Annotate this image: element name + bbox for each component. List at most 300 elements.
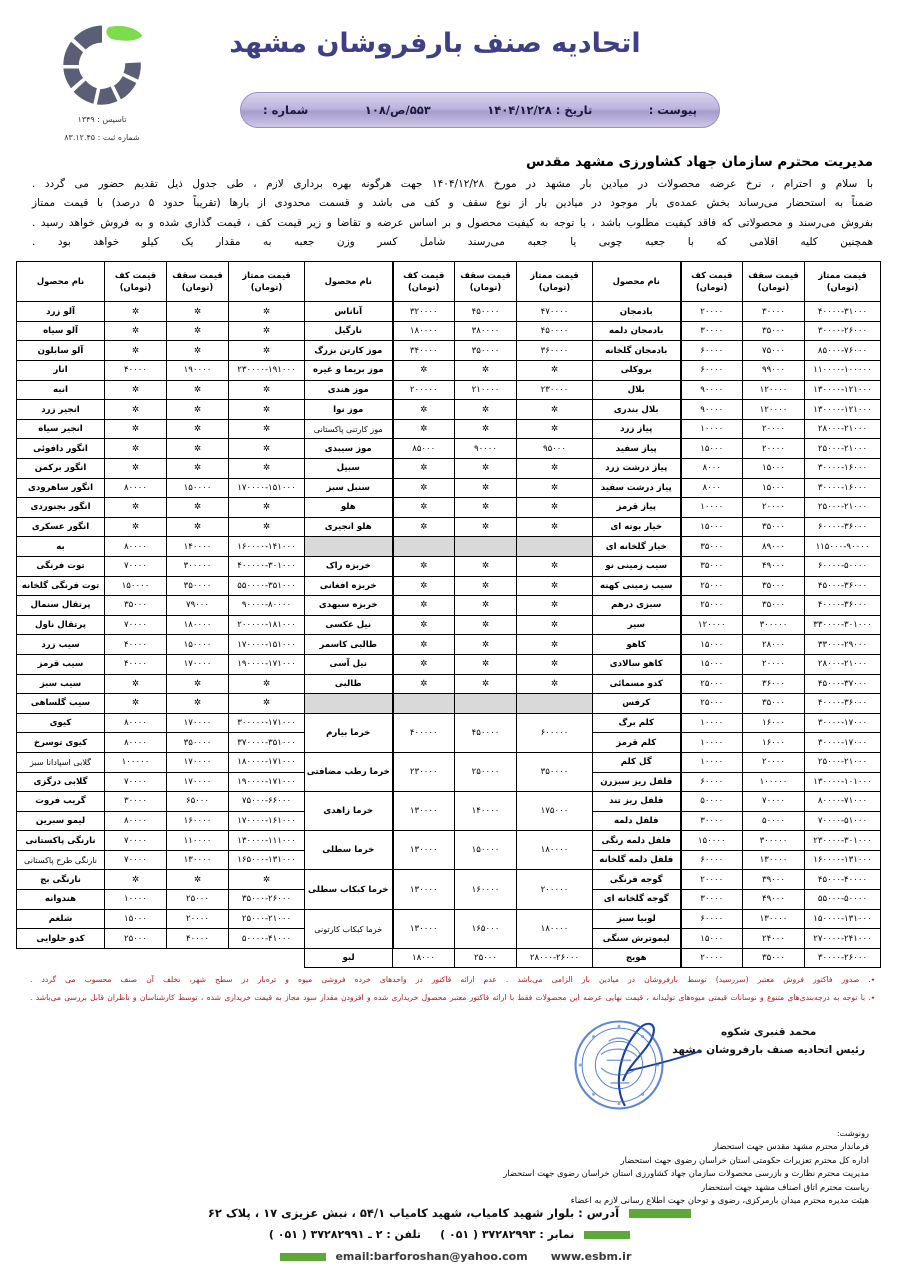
cell-ceiling-price: ✲ [455,361,517,381]
cell-ceiling-price: ✲ [455,517,517,537]
distribution-item: مدیریت محترم نظارت و بازرسی محصولات سازمان جهاد کشاورزی استان خراسان رضوی جهت استحضار [503,1168,869,1179]
distribution-title: رونوشت: [836,1128,869,1138]
cell-premium-price: ۲۰۰۰۰۰-۱۸۱۰۰۰ [229,615,305,635]
cell-ceiling-price: ۳۰۰۰۰۰ [743,615,805,635]
cell-floor-price: ۱۵۰۰۰۰ [105,576,167,596]
cell-premium-price: ۲۳۰۰۰۰-۱۹۱۰۰۰ [229,361,305,381]
table-row [17,831,881,851]
cell-floor-price: ۳۰۰۰۰ [105,792,167,812]
cell-ceiling-price: ۱۶۰۰۰ [743,713,805,733]
table-row [17,400,881,420]
cell-floor-price: ✲ [105,380,167,400]
table-row [17,948,881,968]
cell-product-name: کدو حلوایی [17,929,105,949]
table-row [17,321,881,341]
cell-floor-price: ۷۰۰۰۰ [105,850,167,870]
cell-product-name: فلفل دلمه گلخانه [593,850,681,870]
cell-premium-price: ✲ [517,654,593,674]
cell-premium-price: ✲ [517,517,593,537]
cell-floor-price: ۱۳۰۰۰۰ [393,909,455,948]
cell-ceiling-price: ۲۰۰۰۰ [743,498,805,518]
cell-ceiling-price: ۳۵۰۰۰ [743,948,805,968]
cell-premium-price: ۲۵۰۰۰-۲۱۰۰۰ [229,909,305,929]
cell-floor-price: ✲ [393,361,455,381]
cell-premium-price: ۲۷۰۰۰۰-۲۴۱۰۰۰ [805,929,881,949]
table-cell-empty [455,694,517,714]
cell-ceiling-price: ۳۵۰۰۰ [743,576,805,596]
th-floor-right: قیمت کف (تومان) [105,262,167,302]
cell-floor-price: ۴۰۰۰۰ [105,361,167,381]
cell-product-name: سبیل [305,459,393,479]
table-row [17,341,881,361]
cell-ceiling-price: ۱۵۰۰۰ [743,459,805,479]
cell-floor-price: ✲ [105,439,167,459]
cell-floor-price: ✲ [393,498,455,518]
cell-ceiling-price: ✲ [167,517,229,537]
cell-product-name: خرما کبکاب کارتونی [305,909,393,948]
cell-ceiling-price: ✲ [455,459,517,479]
cell-ceiling-price: ۱۶۰۰۰ [743,733,805,753]
date-value: ۱۴۰۴/۱۲/۲۸ [487,103,552,117]
cell-premium-price: ۹۰۰۰۰-۸۰۰۰۰ [229,596,305,616]
cell-floor-price: ۲۳۰۰۰۰ [393,752,455,791]
cell-ceiling-price: ✲ [167,400,229,420]
cell-floor-price: ۲۵۰۰۰ [681,674,743,694]
cell-floor-price: ۱۳۰۰۰۰ [393,831,455,870]
note-2: ٭. با توجه به درجه‌بندی‌های متنوع و نوسانات قیمتی میوه‌های تولیدانه ، قیمت نهایی عرضه این محصولات فقط با ارائه فاکتور معتبر محصول خریداری شده و افزودن مقدار سود مجاز به قیمت خریداری شده ، توسط کارشناسان و ناظران قابل بررسی می‌باشد . [30,992,875,1002]
cell-ceiling-price: ۳۵۰۰۰۰ [167,733,229,753]
cell-product-name: انجیر سیاه [17,419,105,439]
cell-product-name: طالبی [305,674,393,694]
cell-premium-price: ۱۷۰۰۰۰-۱۵۱۰۰۰ [229,478,305,498]
cell-floor-price: ۶۰۰۰۰ [681,341,743,361]
cell-floor-price: ۱۰۰۰۰۰ [105,752,167,772]
cell-premium-price: ✲ [517,596,593,616]
cell-ceiling-price: ✲ [167,419,229,439]
number-value-field: ۵۵۳/ص/۱۰۸ [364,103,431,117]
cell-ceiling-price: ۲۵۰۰۰ [167,890,229,910]
price-table-body [17,302,881,968]
cell-premium-price: ✲ [517,615,593,635]
intro-line-4: همچنین کلیه اقلامی که با جعبه چوبی یا جعبه می‌رسند شامل کسر وزن جعبه به مقدار یک کیلو خواهد بود . [32,235,873,248]
cell-ceiling-price: ۱۷۰۰۰۰ [167,752,229,772]
table-row [17,498,881,518]
cell-floor-price: ۳۴۰۰۰۰ [393,341,455,361]
cell-ceiling-price: ۲۰۰۰۰ [743,439,805,459]
organization-title: اتحادیه صنف بارفروشان مشهد [229,28,641,59]
cell-premium-price: ✲ [229,400,305,420]
cell-premium-price: ۲۸۰۰۰-۲۶۰۰۰ [517,948,593,968]
cell-ceiling-price: ۸۹۰۰۰ [743,537,805,557]
cell-premium-price: ۴۰۰۰۰-۳۶۰۰۰ [805,694,881,714]
table-row [17,556,881,576]
cell-floor-price: ۱۸۰۰۰ [393,948,455,968]
table-row [17,459,881,479]
cell-ceiling-price: ۷۹۰۰۰ [167,596,229,616]
cell-premium-price: ۷۵۰۰۰-۶۶۰۰۰ [229,792,305,812]
date-field [487,103,592,117]
cell-product-name: سیر [593,615,681,635]
cell-premium-price: ۲۸۰۰۰-۲۱۰۰۰ [805,419,881,439]
cell-product-name: گلابی اسپادانا سبز [17,752,105,772]
cell-product-name: سنبل سبز [305,478,393,498]
footer-email[interactable]: email:barforoshan@yahoo.com [335,1250,528,1263]
cell-premium-price: ✲ [517,556,593,576]
cell-ceiling-price: ۳۰۰۰۰۰ [167,556,229,576]
cell-premium-price: ۲۵۰۰۰-۲۱۰۰۰ [805,752,881,772]
cell-product-name: بادمجان [593,302,681,322]
intro-line-3: بفروش می‌رسند و محصولاتی که فاقد کیفیت مطلوب باشد ، با توجه به کیفیت محصول و بر اساس عرضه و تقاضا و زیر قیمت کف ، قیمت گذاری شده و به فروش خواهد رسید . [32,216,873,229]
attachment-label: پیوست : [648,103,697,117]
cell-product-name: فلفل دلمه رنگی [593,831,681,851]
cell-product-name: موز کارتن بزرگ [305,341,393,361]
cell-product-name: گریب فروت [17,792,105,812]
cell-floor-price: ۶۰۰۰۰ [681,361,743,381]
cell-floor-price: ✲ [393,556,455,576]
cell-product-name: گل کلم [593,752,681,772]
cell-premium-price: ✲ [517,635,593,655]
green-bar-decoration [629,1209,691,1218]
cell-product-name: هویج [593,948,681,968]
intro-section [0,154,905,251]
cell-product-name: انگور ساهرودی [17,478,105,498]
cell-product-name: بلال [593,380,681,400]
cell-ceiling-price: ۱۰۰۰۰۰ [743,772,805,792]
cell-product-name: سیب سبز [17,674,105,694]
note-1: ٭. صدور فاکتور فروش معتبر (سررسید) توسط بارفروشان در میادین بار الزامی می‌باشد . عدم ارائه فاکتور در واحدهای خرده فروشی میوه و تره‌بار در سطح شهر، تخلف آن صنف محسوب می گردد . [30,975,875,985]
cell-premium-price: ۶۰۰۰۰۰ [517,713,593,752]
cell-floor-price: ۳۰۰۰۰ [681,811,743,831]
th-floor-left: قیمت کف (تومان) [681,262,743,302]
cell-product-name: موز کارتنی پاکستانی [305,419,393,439]
document-header [0,0,905,150]
cell-product-name: خرما کبکاب سطلی [305,870,393,909]
cell-premium-price: ۱۶۵۰۰۰-۱۳۱۰۰۰ [229,850,305,870]
cell-product-name: آلو زرد [17,302,105,322]
cell-product-name: موز هندی [305,380,393,400]
intro-line-1: با سلام و احترام ، نرخ عرضه محصولات در میادین بار مشهد در مورخ ۱۴۰۴/۱۲/۲۸ جهت هرگونه بهره برداری لازم ، طی جدول ذیل تقدیم حضور می گردد . [32,178,873,190]
cell-floor-price: ۱۵۰۰۰ [681,929,743,949]
cell-floor-price: ۷۰۰۰۰ [105,556,167,576]
cell-ceiling-price: ✲ [167,459,229,479]
cell-floor-price: ۱۰۰۰۰ [681,498,743,518]
cell-product-name: هندوانه [17,890,105,910]
cell-floor-price: ۶۰۰۰۰ [681,909,743,929]
table-row [17,302,881,322]
cell-floor-price: ۲۵۰۰۰ [681,596,743,616]
cell-product-name: پیاز درشت زرد [593,459,681,479]
cell-ceiling-price: ۱۳۰۰۰۰ [167,850,229,870]
cell-ceiling-price: ۴۹۰۰۰ [743,556,805,576]
cell-product-name: سیب زمینی نو [593,556,681,576]
cell-premium-price: ✲ [517,576,593,596]
cell-product-name: پیاز قرمز [593,498,681,518]
cell-product-name: نارنگی بج [17,870,105,890]
cell-product-name: شلغم [17,909,105,929]
cell-premium-price: ۲۳۰۰۰۰ [517,380,593,400]
document-footer [0,1202,905,1280]
cell-product-name: سبزی درهم [593,596,681,616]
cell-floor-price: ۴۰۰۰۰ [105,654,167,674]
cell-floor-price: ۲۵۰۰۰ [681,694,743,714]
cell-floor-price: ۱۵۰۰۰ [681,654,743,674]
cell-product-name: بادمجان دلمه [593,321,681,341]
table-row [17,596,881,616]
cell-ceiling-price: ۱۱۰۰۰۰ [167,831,229,851]
cell-ceiling-price: ۲۱۰۰۰۰ [455,380,517,400]
cell-premium-price: ۱۱۵۰۰۰-۹۰۰۰۰ [805,537,881,557]
cell-floor-price: ۱۵۰۰۰ [681,517,743,537]
cell-floor-price: ۶۰۰۰۰ [681,850,743,870]
cell-premium-price: ۳۰۰۰۰-۱۶۰۰۰ [805,459,881,479]
cell-floor-price: ۲۵۰۰۰ [105,929,167,949]
cell-product-name: گلابی درگزی [17,772,105,792]
cell-floor-price: ۱۳۰۰۰۰ [393,792,455,831]
cell-product-name: نیل عکسی [305,615,393,635]
cell-floor-price: ۲۰۰۰۰ [681,302,743,322]
signer-name: محمد قنبری شکوه [720,1025,817,1038]
cell-product-name: خربزه راک [305,556,393,576]
cell-ceiling-price: ✲ [167,321,229,341]
cell-premium-price: ✲ [517,361,593,381]
cell-premium-price: ۳۰۰۰۰-۲۶۰۰۰ [805,948,881,968]
th-floor-mid: قیمت کف (تومان) [393,262,455,302]
distribution-item: هیئت مدیره محترم میدان بارمرکزی، رضوی و توحان جهت اطلاع رسانی لازم به اعضاء [570,1195,869,1206]
cell-ceiling-price: ۳۶۰۰۰ [743,674,805,694]
cell-premium-price: ✲ [229,674,305,694]
cell-floor-price: ۸۰۰۰۰ [105,537,167,557]
notes-section [0,968,905,1003]
cell-premium-price: ۸۵۰۰۰-۷۶۰۰۰ [805,341,881,361]
table-row [17,615,881,635]
addressee-line: مدیریت محترم سازمان جهاد کشاورزی مشهد مقدس [525,154,873,170]
signature-zone [0,1009,905,1129]
table-cell-empty [393,537,455,557]
cell-floor-price: ۷۰۰۰۰ [105,831,167,851]
cell-premium-price: ۵۰۰۰۰-۴۱۰۰۰ [229,929,305,949]
cell-product-name: خیار بوته ای [593,517,681,537]
cell-ceiling-price: ✲ [455,498,517,518]
cell-floor-price: ۹۰۰۰۰ [681,400,743,420]
table-row [17,419,881,439]
cell-product-name: انگور دافوئی [17,439,105,459]
cell-ceiling-price: ۱۶۰۰۰۰ [167,811,229,831]
cell-ceiling-price: ۱۳۰۰۰۰ [743,850,805,870]
cell-floor-price: ۸۰۰۰۰ [105,713,167,733]
cell-product-name: سیب زمینی کهنه [593,576,681,596]
distribution-item: ریاست محترم اتاق اصناف مشهد جهت استحضار [701,1181,869,1192]
cell-premium-price: ۱۸۰۰۰۰ [517,831,593,870]
cell-product-name: کیوی [17,713,105,733]
cell-product-name: نارنگی پاکستانی [17,831,105,851]
cell-floor-price: ۳۲۰۰۰۰ [393,302,455,322]
cell-product-name: خیار گلخانه ای [593,537,681,557]
cell-ceiling-price: ۱۷۰۰۰۰ [167,713,229,733]
th-premium-mid: قیمت ممتاز (تومان) [517,262,593,302]
table-row [17,792,881,812]
union-logo-icon [59,22,145,108]
cell-ceiling-price: ✲ [455,596,517,616]
cell-floor-price: ✲ [393,478,455,498]
cell-product-name: خرما رطب مضافتی [305,752,393,791]
cell-product-name: طالبی کاسمر [305,635,393,655]
logo-registration: شماره ثبت : ۸۳.۱۲.۴۵ [64,133,140,142]
cell-premium-price: ۹۵۰۰۰ [517,439,593,459]
cell-premium-price: ✲ [517,674,593,694]
cell-floor-price: ✲ [105,674,167,694]
cell-floor-price: ۸۰۰۰۰ [105,811,167,831]
cell-ceiling-price: ۳۹۰۰۰ [743,870,805,890]
cell-floor-price: ✲ [105,419,167,439]
cell-premium-price: ۱۳۰۰۰۰-۱۱۱۰۰۰ [229,831,305,851]
cell-product-name: کلم قرمز [593,733,681,753]
cell-premium-price: ۳۰۰۰۰-۱۶۰۰۰ [805,478,881,498]
cell-floor-price: ۸۰۰۰۰ [105,478,167,498]
footer-fax: نمابر : ۳۷۲۸۲۹۹۳ ( ۰۵۱ ) [440,1228,575,1241]
cell-floor-price: ۲۰۰۰۰۰ [393,380,455,400]
cell-ceiling-price: ۳۵۰۰۰ [743,596,805,616]
cell-premium-price: ۴۰۰۰۰-۳۶۰۰۰ [805,596,881,616]
cell-product-name: خربزه سبهدی [305,596,393,616]
cell-ceiling-price: ۳۰۰۰۰۰ [743,831,805,851]
cell-premium-price: ✲ [229,419,305,439]
cell-ceiling-price: ۱۴۰۰۰۰ [167,537,229,557]
cell-premium-price: ۱۳۰۰۰۰-۱۲۱۰۰۰ [805,400,881,420]
cell-floor-price: ۶۰۰۰۰ [681,772,743,792]
cell-premium-price: ۲۵۰۰۰-۲۱۰۰۰ [805,498,881,518]
cell-product-name: موز نوا [305,400,393,420]
cell-product-name: آلو سیاه [17,321,105,341]
cell-premium-price: ۲۰۰۰۰۰ [517,870,593,909]
footer-address: آدرس : بلوار شهید کامیاب، شهید کامیاب ۵۴/۱ ، نبش عزیزی ۱۷ ، پلاک ۶۲ [207,1206,620,1220]
cell-floor-price: ۴۰۰۰۰۰ [393,713,455,752]
cell-ceiling-price: ✲ [167,380,229,400]
cell-premium-price: ۳۵۰۰۰۰ [517,752,593,791]
cell-premium-price: ۳۷۰۰۰۰-۳۵۱۰۰۰ [229,733,305,753]
th-name-left: نام محصول [593,262,681,302]
table-row [17,537,881,557]
cell-product-name: لبو [305,948,393,968]
cell-ceiling-price: ۲۰۰۰۰ [743,752,805,772]
cell-premium-price: ✲ [517,498,593,518]
cell-premium-price: ۱۸۰۰۰۰-۱۷۱۰۰۰ [229,752,305,772]
cell-floor-price: ۱۰۰۰۰ [681,733,743,753]
footer-website[interactable]: www.esbm.ir [550,1250,632,1263]
cell-product-name: کدو مسمائی [593,674,681,694]
cell-ceiling-price: ۱۵۰۰۰ [743,478,805,498]
table-cell-empty [393,694,455,714]
table-row [17,478,881,498]
cell-product-name: پیاز زرد [593,419,681,439]
cell-floor-price: ۱۰۰۰۰ [681,419,743,439]
cell-floor-price: ✲ [393,596,455,616]
cell-premium-price: ۴۵۰۰۰-۴۰۰۰۰ [805,870,881,890]
cell-premium-price: ۱۸۰۰۰۰ [517,909,593,948]
cell-premium-price: ۳۰۰۰۰۰-۱۷۱۰۰۰ [229,713,305,733]
cell-floor-price: ✲ [105,870,167,890]
cell-floor-price: ✲ [105,400,167,420]
cell-product-name: لیموترش سنگی [593,929,681,949]
footer-phone: تلفن : ۲ ـ ۳۷۲۸۲۹۹۱ ( ۰۵۱ ) [268,1228,421,1241]
cell-premium-price: ۵۵۰۰۰۰-۳۵۱۰۰۰ [229,576,305,596]
cell-premium-price: ✲ [517,478,593,498]
table-cell-empty [517,537,593,557]
cell-floor-price: ✲ [105,341,167,361]
cell-ceiling-price: ۱۵۰۰۰۰ [167,635,229,655]
footer-web-row [36,1250,869,1263]
table-row [17,380,881,400]
cell-product-name: سیب زرد [17,635,105,655]
cell-floor-price: ۹۰۰۰۰ [681,380,743,400]
cell-product-name: فلفل ریز سبزرن [593,772,681,792]
cell-ceiling-price: ۳۵۰۰۰۰ [455,341,517,361]
cell-premium-price: ✲ [229,302,305,322]
signer-title: رئیس اتحادیه صنف بارفروشان مشهد [672,1044,865,1057]
logo-founded: تاسیس : ۱۳۴۹ [77,115,127,124]
cell-ceiling-price: ✲ [455,674,517,694]
cell-ceiling-price: ۴۵۰۰۰۰ [455,302,517,322]
cell-floor-price: ۸۰۰۰۰ [105,733,167,753]
th-ceiling-mid: قیمت سقف (تومان) [455,262,517,302]
cell-floor-price: ۱۵۰۰۰ [105,909,167,929]
cell-floor-price: ✲ [393,400,455,420]
cell-premium-price: ۱۱۰۰۰۰-۱۰۰۰۰۰ [805,361,881,381]
cell-product-name: لوبیا سبز [593,909,681,929]
cell-floor-price: ۸۰۰۰ [681,478,743,498]
cell-product-name: پیاز درشت سفید [593,478,681,498]
cell-ceiling-price: ✲ [455,419,517,439]
cell-premium-price: ۳۳۰۰۰-۲۹۰۰۰ [805,635,881,655]
cell-product-name: به [17,537,105,557]
th-premium-right: قیمت ممتاز (تومان) [229,262,305,302]
date-label: تاریخ : [555,103,593,117]
cell-premium-price: ۳۰۰۰۰-۱۷۰۰۰ [805,713,881,733]
cell-ceiling-price: ۳۵۰۰۰ [743,517,805,537]
cell-ceiling-price: ۳۰۰۰۰ [743,302,805,322]
th-ceiling-right: قیمت سقف (تومان) [167,262,229,302]
cell-floor-price: ✲ [105,302,167,322]
cell-product-name: لیمو سبرین [17,811,105,831]
cell-ceiling-price: ✲ [167,870,229,890]
cell-floor-price: ۱۲۰۰۰۰ [681,615,743,635]
cell-ceiling-price: ✲ [167,302,229,322]
cell-premium-price: ۳۰۰۰۰-۲۶۰۰۰ [805,321,881,341]
cell-product-name: آناناس [305,302,393,322]
cell-ceiling-price: ۱۶۰۰۰۰ [455,870,517,909]
cell-floor-price: ✲ [393,517,455,537]
cell-ceiling-price: ۱۲۰۰۰۰ [743,380,805,400]
cell-product-name: گوجه گلخانه ای [593,890,681,910]
table-row [17,713,881,733]
cell-premium-price: ۴۷۰۰۰۰ [517,302,593,322]
cell-premium-price: ✲ [229,459,305,479]
cell-premium-price: ۱۷۵۰۰۰ [517,792,593,831]
cell-product-name: موز بریما و غیره [305,361,393,381]
cell-premium-price: ✲ [229,341,305,361]
cell-floor-price: ✲ [393,459,455,479]
cell-product-name: بلال بندری [593,400,681,420]
cell-ceiling-price: ✲ [167,498,229,518]
cell-premium-price: ۳۳۰۰۰۰-۳۰۱۰۰۰ [805,615,881,635]
cell-ceiling-price: ۳۵۰۰۰۰ [167,576,229,596]
cell-premium-price: ۱۶۰۰۰۰-۱۴۱۰۰۰ [229,537,305,557]
table-cell-empty [517,694,593,714]
cell-ceiling-price: ✲ [455,478,517,498]
cell-premium-price: ۳۰۰۰۰-۱۷۰۰۰ [805,733,881,753]
cell-ceiling-price: ۴۰۰۰۰ [167,929,229,949]
reference-bar [240,92,720,128]
table-row [17,752,881,772]
